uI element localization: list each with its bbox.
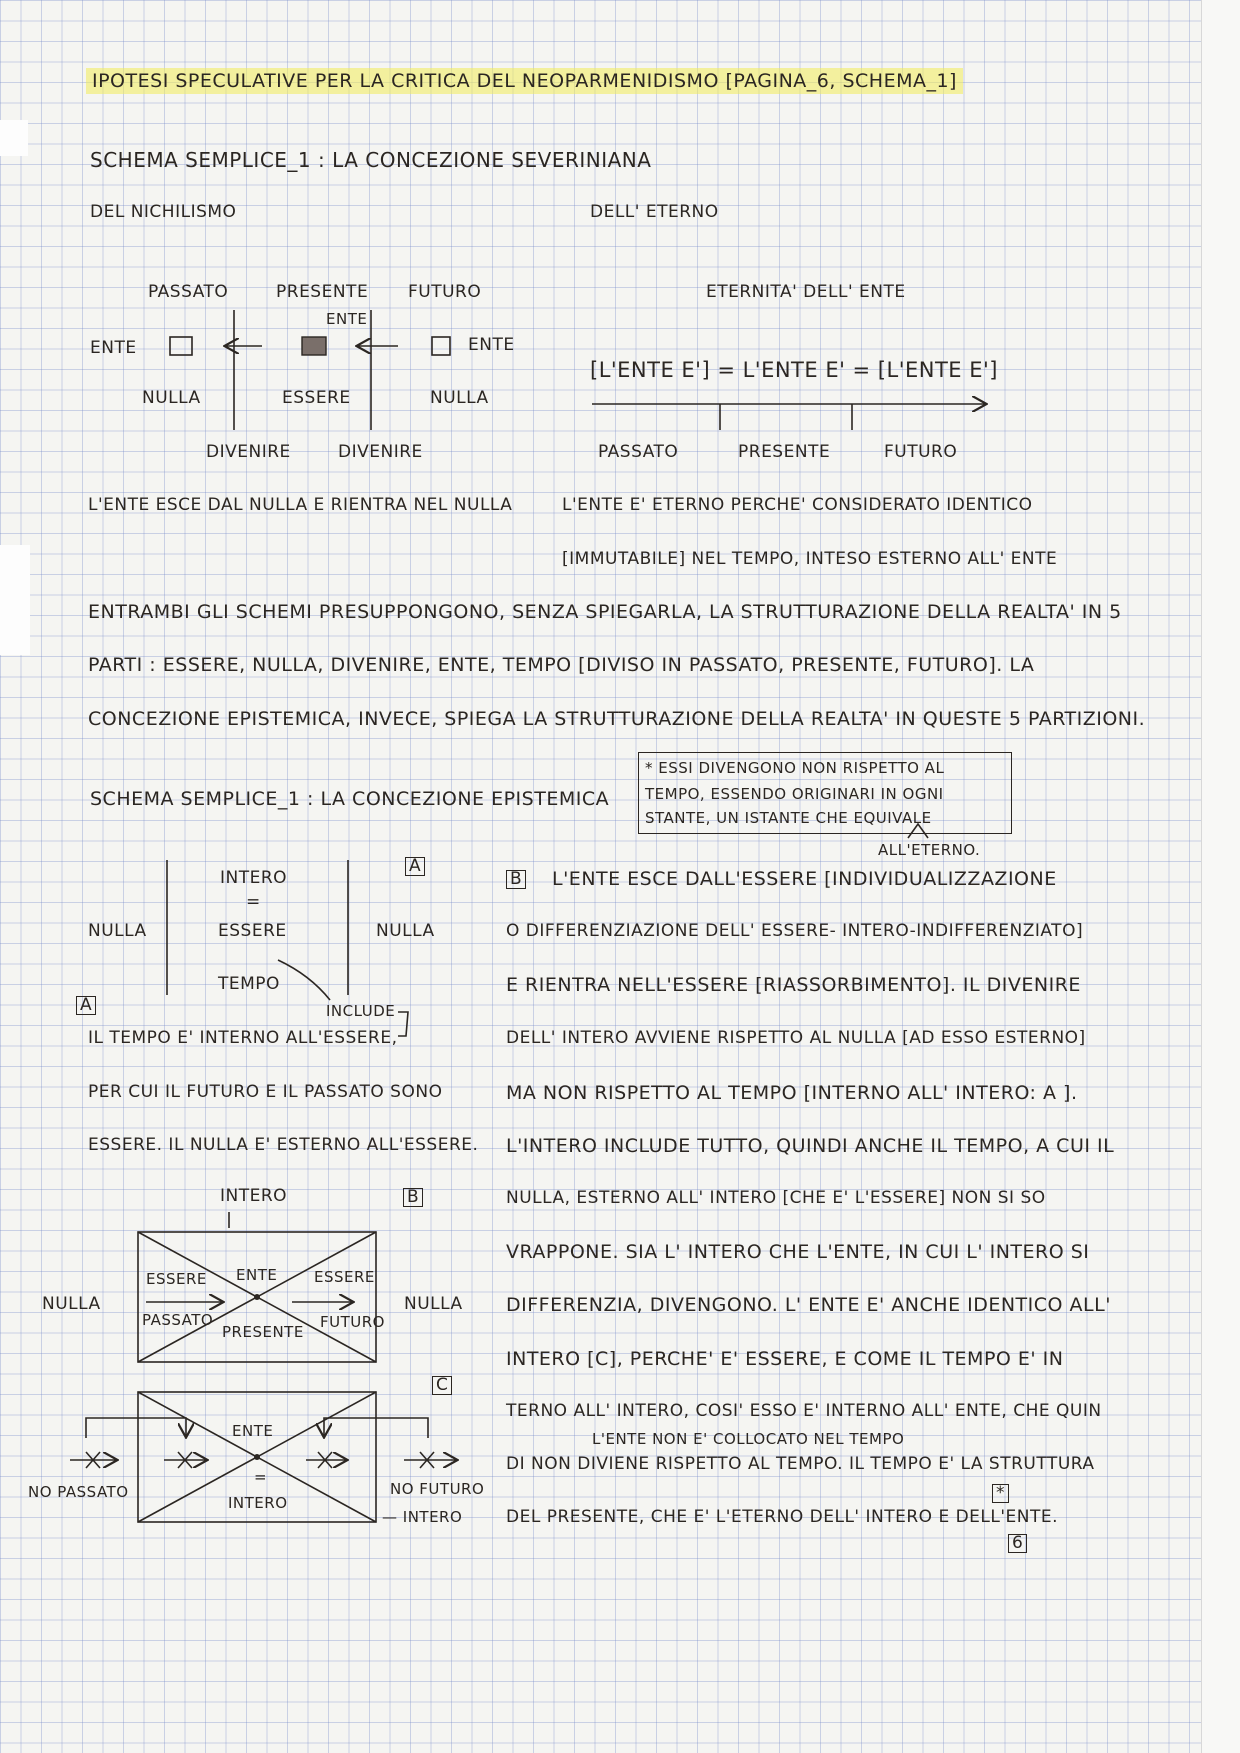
page-number: 6	[1008, 1534, 1027, 1553]
right-text-line-9: DIFFERENZIA, DIVENGONO. L' ENTE E' ANCHE IDENTICO ALL'	[506, 1294, 1111, 1316]
diagram-c-label: C	[432, 1376, 452, 1395]
label-ente-top: ENTE	[326, 310, 368, 328]
diagram-a-essere: ESSERE	[218, 921, 287, 941]
nichilismo-caption: L'ENTE ESCE DAL NULLA E RIENTRA NEL NULLA	[88, 495, 513, 515]
right-text-line-3: E RIENTRA NELL'ESSERE [RIASSORBIMENTO]. IL DIVENIRE	[506, 974, 1081, 996]
label-passato: PASSATO	[148, 282, 229, 302]
diagram-a-include: INCLUDE	[326, 1002, 396, 1020]
ente-present-box	[302, 337, 326, 355]
diagram-b-essere-right: ESSERE	[314, 1268, 375, 1286]
right-text-line-11: TERNO ALL' INTERO, COSI' ESSO E' INTERNO ALL' ENTE, CHE QUIN	[506, 1401, 1102, 1421]
diagram-b-futuro: FUTURO	[320, 1313, 385, 1331]
diagram-c-center	[254, 1454, 260, 1460]
diagram-a-caption-3: ESSERE. IL NULLA E' ESTERNO ALL'ESSERE.	[88, 1135, 479, 1155]
ente-past-box	[170, 337, 192, 355]
label-futuro: FUTURO	[408, 282, 482, 302]
right-text-line-8: VRAPPONE. SIA L' INTERO CHE L'ENTE, IN CUI L' INTERO SI	[506, 1241, 1090, 1263]
diagram-b-passato: PASSATO	[142, 1311, 214, 1329]
diagram-b-essere-left: ESSERE	[146, 1270, 207, 1288]
right-text-line-5: MA NON RISPETTO AL TEMPO [INTERNO ALL' INTERO: A ].	[506, 1082, 1078, 1104]
note-line-4: ALL'ETERNO.	[878, 841, 981, 859]
label-ente-left: ENTE	[90, 338, 137, 358]
diagram-a-caption-1: IL TEMPO E' INTERNO ALL'ESSERE,	[88, 1028, 398, 1048]
paragraph-line-2: PARTI : ESSERE, NULLA, DIVENIRE, ENTE, TEMPO [DIVISO IN PASSATO, PRESENTE, FUTURO]. LA	[88, 654, 1035, 676]
diagram-a-nulla-left: NULLA	[88, 921, 147, 941]
ente-future-box	[432, 337, 450, 355]
right-text-label-b: B	[506, 870, 526, 889]
right-text-line-2: O DIFFERENZIAZIONE DELL' ESSERE- INTERO-INDIFFERENZIATO]	[506, 921, 1084, 941]
diagram-b-intero: INTERO	[220, 1186, 288, 1206]
timeline-passato: PASSATO	[598, 442, 679, 462]
diagram-b-label: B	[403, 1188, 423, 1207]
eterno-caption-1: L'ENTE E' ETERNO PERCHE' CONSIDERATO IDENTICO	[562, 495, 1033, 515]
star-box: *	[992, 1484, 1009, 1503]
right-text-line-4: DELL' INTERO AVVIENE RISPETTO AL NULLA [AD ESSO ESTERNO]	[506, 1028, 1086, 1048]
nichilismo-title: DEL NICHILISMO	[90, 202, 237, 222]
diagram-c-ente: ENTE	[232, 1422, 274, 1440]
eterno-caption-2: [IMMUTABILE] NEL TEMPO, INTESO ESTERNO ALL' ENTE	[562, 549, 1058, 569]
diagram-a-intero: INTERO	[220, 868, 288, 888]
section2-heading: SCHEMA SEMPLICE_1 : LA CONCEZIONE EPISTEMICA	[90, 788, 610, 810]
note-line-3: STANTE, UN ISTANTE CHE EQUIVALE	[645, 809, 932, 827]
label-divenire-2: DIVENIRE	[338, 442, 423, 462]
label-essere: ESSERE	[282, 388, 351, 408]
eterno-title: DELL' ETERNO	[590, 202, 719, 222]
diagram-c-eq: =	[254, 1468, 268, 1486]
page-title: IPOTESI SPECULATIVE PER LA CRITICA DEL NEOPARMENIDISMO [PAGINA_6, SCHEMA_1]	[86, 72, 963, 91]
diagram-a-eq: =	[246, 892, 261, 912]
timeline-futuro: FUTURO	[884, 442, 958, 462]
diagram-b-nulla-right: NULLA	[404, 1294, 463, 1314]
diagram-c-no-passato: NO PASSATO	[28, 1483, 129, 1501]
eternita-title: ETERNITA' DELL' ENTE	[706, 282, 906, 302]
section1-heading: SCHEMA SEMPLICE_1 : LA CONCEZIONE SEVERINIANA	[90, 148, 652, 172]
diagram-a-label-left: A	[76, 996, 96, 1015]
diagram-b-presente: PRESENTE	[222, 1323, 304, 1341]
eternita-equation: [L'ENTE E'] = L'ENTE E' = [L'ENTE E']	[590, 358, 998, 382]
diagram-a-tempo: TEMPO	[218, 974, 280, 994]
label-divenire-1: DIVENIRE	[206, 442, 291, 462]
paragraph-line-3: CONCEZIONE EPISTEMICA, INVECE, SPIEGA LA STRUTTURAZIONE DELLA REALTA' IN QUESTE 5 PARTIZIONI.	[88, 708, 1146, 730]
diagram-c-intero-right: — INTERO	[382, 1508, 463, 1526]
diagram-c-left-bracket	[86, 1418, 186, 1438]
note-line-2: TEMPO, ESSENDO ORIGINARI IN OGNI	[645, 785, 944, 803]
diagram-a-caption-2: PER CUI IL FUTURO E IL PASSATO SONO	[88, 1082, 443, 1102]
right-text-line-12: DI NON DIVIENE RISPETTO AL TEMPO. IL TEMPO E' LA STRUTTURA	[506, 1454, 1095, 1474]
diagram-b-nulla-left: NULLA	[42, 1294, 101, 1314]
right-text-line-6: L'INTERO INCLUDE TUTTO, QUINDI ANCHE IL TEMPO, A CUI IL	[506, 1135, 1115, 1157]
diagram-c-intero: INTERO	[228, 1494, 288, 1512]
note-line-1: * ESSI DIVENGONO NON RISPETTO AL	[645, 759, 945, 777]
label-presente: PRESENTE	[276, 282, 369, 302]
diagram-c-no-futuro: NO FUTURO	[390, 1480, 485, 1498]
right-text-line-13: DEL PRESENTE, CHE E' L'ETERNO DELL' INTERO E DELL'ENTE.	[506, 1507, 1059, 1527]
diagram-a-nulla-right: NULLA	[376, 921, 435, 941]
include-curve	[278, 960, 330, 1000]
right-text-line-1: L'ENTE ESCE DALL'ESSERE [INDIVIDUALIZZAZIONE	[552, 868, 1057, 890]
right-text-line-10: INTERO [C], PERCHE' E' ESSERE, E COME IL TEMPO E' IN	[506, 1348, 1064, 1370]
label-nulla-right: NULLA	[430, 388, 489, 408]
timeline-presente: PRESENTE	[738, 442, 831, 462]
diagram-a-label: A	[405, 857, 425, 876]
paragraph-line-1: ENTRAMBI GLI SCHEMI PRESUPPONGONO, SENZA SPIEGARLA, LA STRUTTURAZIONE DELLA REALTA' IN 5	[88, 601, 1122, 623]
label-nulla-left: NULLA	[142, 388, 201, 408]
include-bracket	[398, 1012, 408, 1036]
label-ente-right: ENTE	[468, 335, 515, 355]
diagram-b-center	[254, 1294, 260, 1300]
note-caret	[908, 824, 928, 838]
right-text-line-7: NULLA, ESTERNO ALL' INTERO [CHE E' L'ESSERE] NON SI SO	[506, 1188, 1046, 1208]
diagram-b-ente: ENTE	[236, 1266, 278, 1284]
right-text-insert: L'ENTE NON E' COLLOCATO NEL TEMPO	[592, 1430, 905, 1448]
